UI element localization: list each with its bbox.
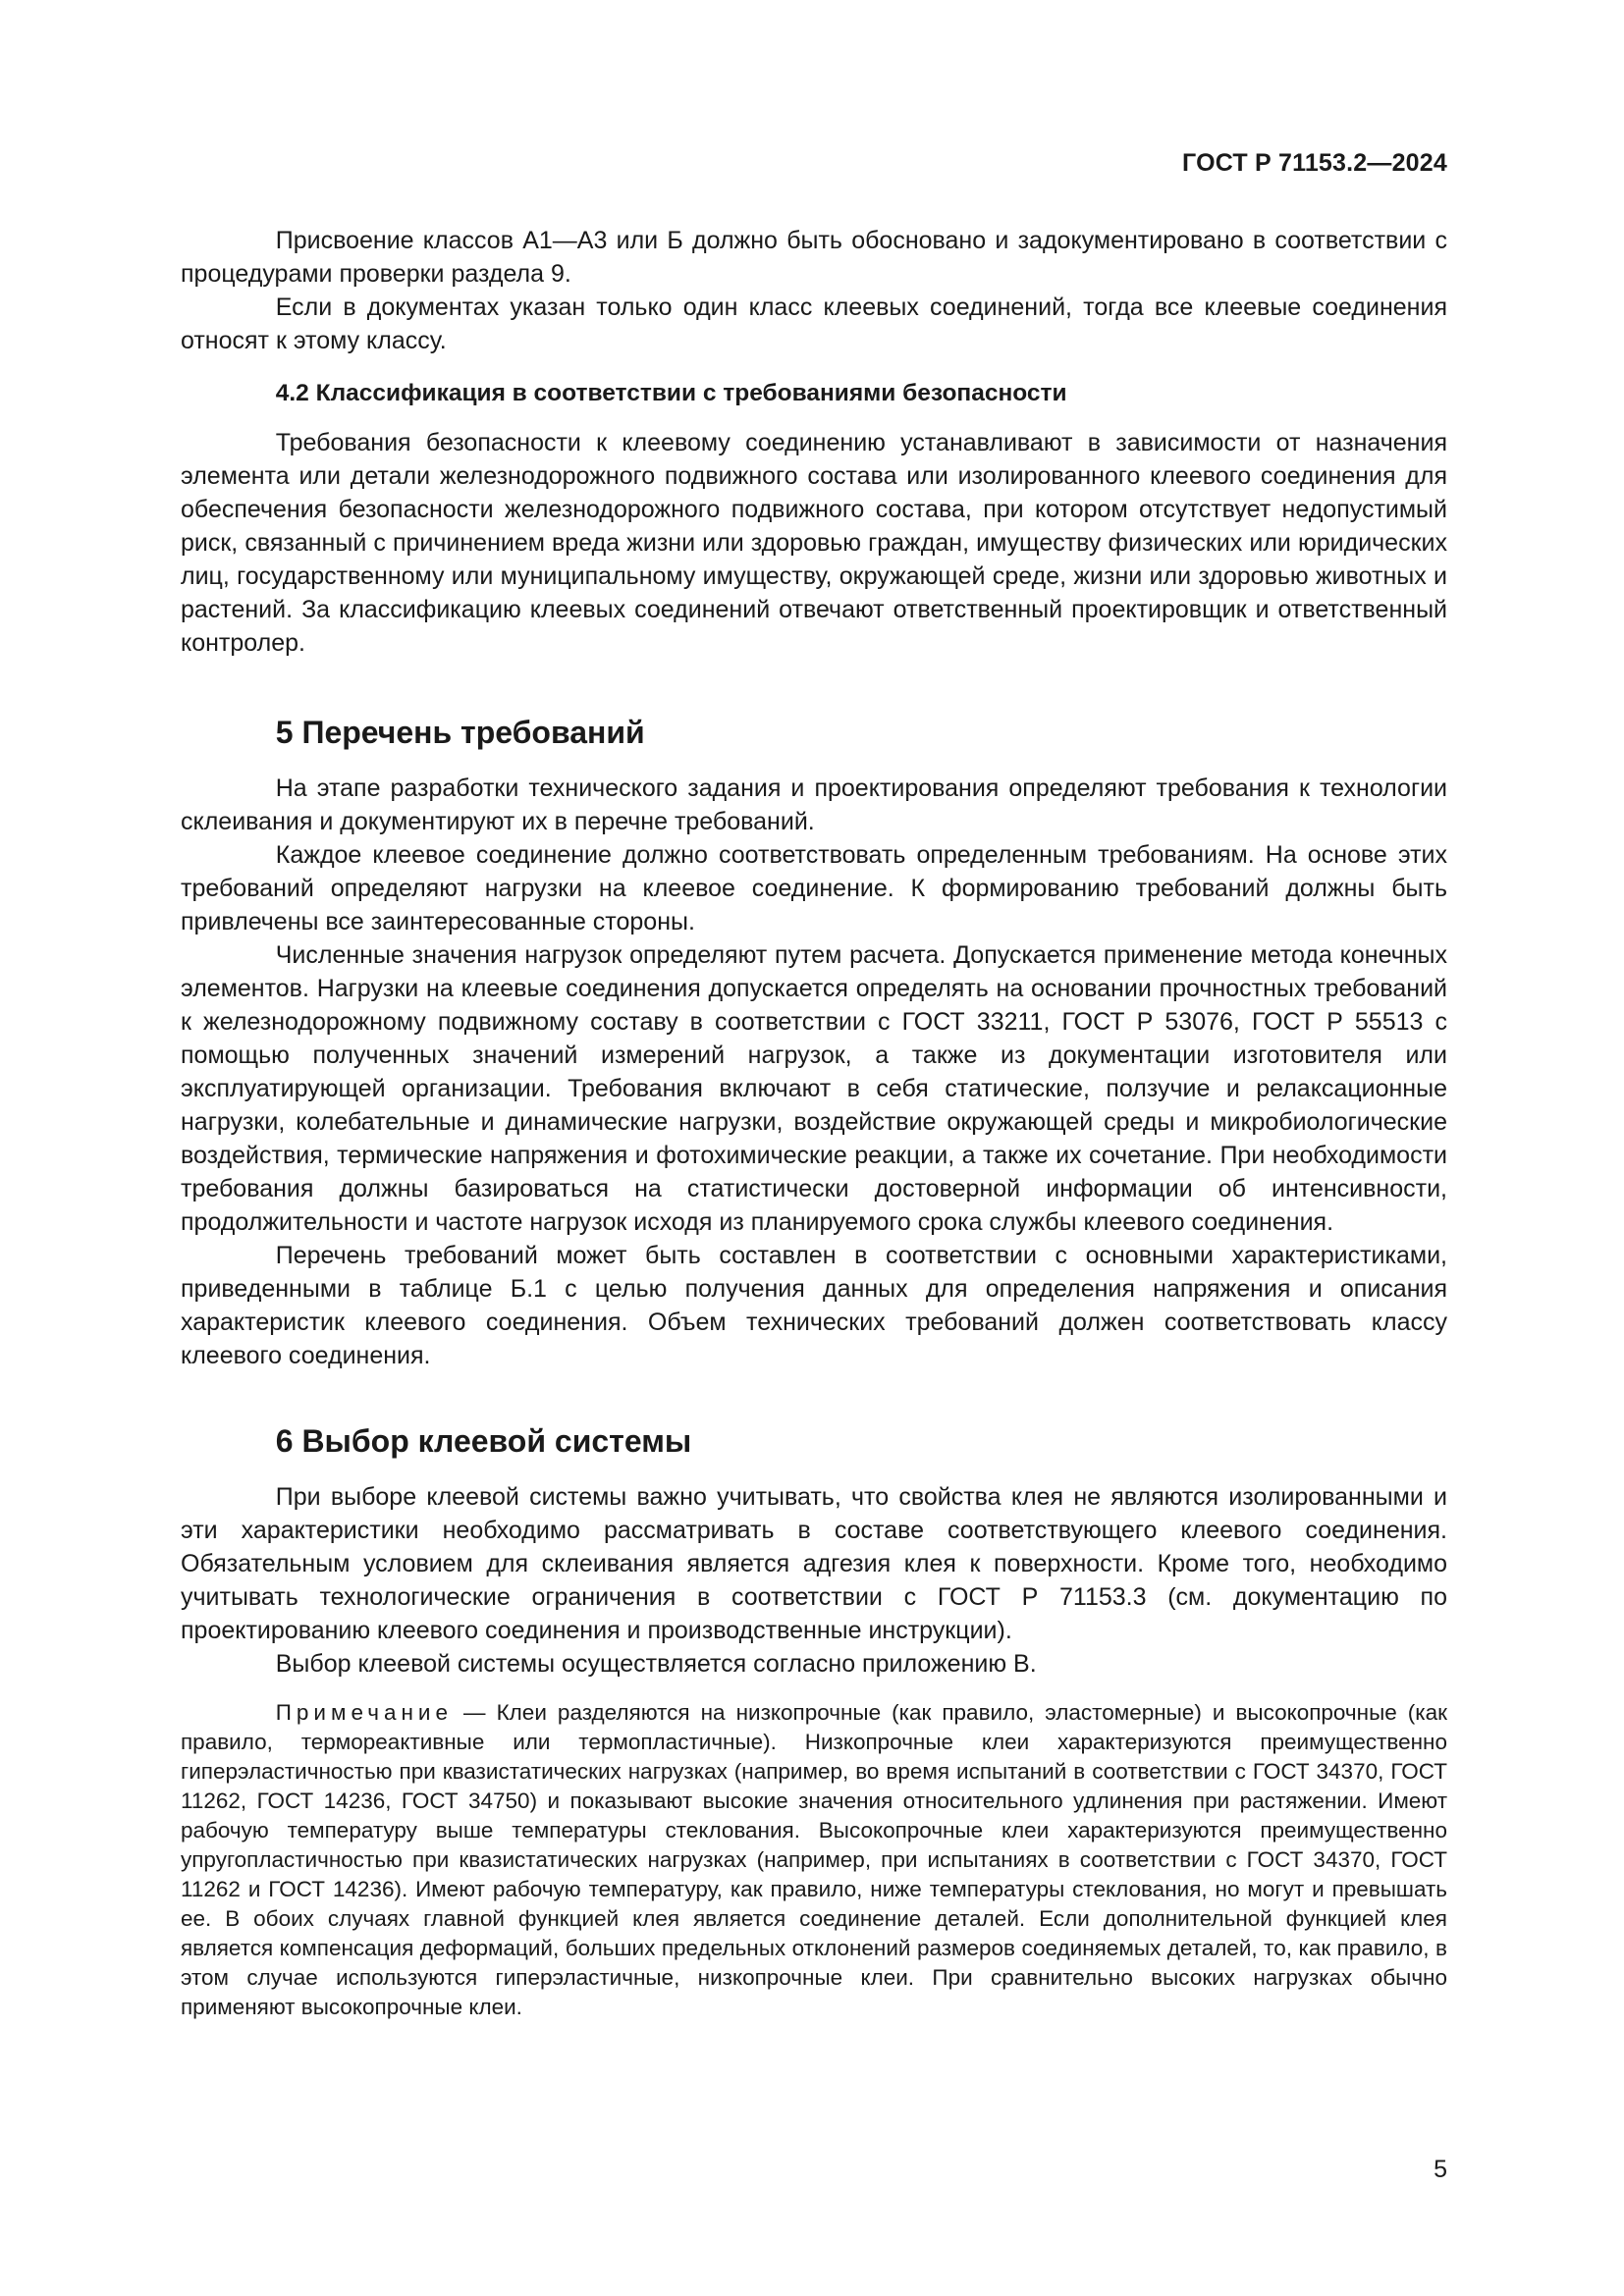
section-heading: 5 Перечень требований — [275, 715, 645, 750]
subsection-heading: 4.2 Классификация в соответствии с требованиями безопасности — [275, 380, 1067, 406]
page-number: 5 — [1434, 2156, 1447, 2183]
section-heading: 6 Выбор клеевой системы — [275, 1423, 692, 1459]
paragraph: Каждое клеевое соединение должно соответствовать определенным требованиям. На основе этих требований определяют нагрузки на клеевое соединение. К формированию требований должны быть привлечены все заинтересованные стороны. — [181, 841, 1447, 935]
paragraph: Присвоение классов А1—А3 или Б должно быть обосновано и задокументировано в соответствии с процедурами проверки раздела 9. — [181, 227, 1447, 288]
page-content — [181, 224, 1447, 2022]
paragraph: Если в документах указан только один класс клеевых соединений, тогда все клеевые соединения относят к этому классу. — [181, 294, 1447, 354]
note — [181, 1698, 1447, 2022]
document-code: ГОСТ Р 71153.2—2024 — [1182, 149, 1447, 177]
paragraph: При выборе клеевой системы важно учитывать, что свойства клея не являются изолированными и эти характеристики необходимо рассматривать в составе соответствующего клеевого соединения. Обязательным условием для склеивания является адгезия клея к поверхности. Кроме того, необходимо учитывать технологические ограничения в соответствии с ГОСТ Р 71153.3 (см. документацию по проектированию клеевого соединения и производственные инструкции). — [181, 1483, 1447, 1644]
paragraph: Выбор клеевой системы осуществляется согласно приложению В. — [275, 1650, 1037, 1678]
note-text: — Клеи разделяются на низкопрочные (как правило, эластомерные) и высокопрочные (как правило, термореактивные или термопластичные). Низкопрочные клеи характеризуются преимущественно гиперэластичностью при квазистатических нагрузках (например, во время испытаний в соответствии с ГОСТ 34370, ГОСТ 11262, ГОСТ 14236, ГОСТ 34750) и показывают высокие значения относительного удлинения при растяжении. Имеют рабочую температуру выше температуры стеклования. Высокопрочные клеи характеризуются преимущественно упругопластичностью при квазистатических нагрузках (например, при испытаниях в соответствии с ГОСТ 34370, ГОСТ 11262 и ГОСТ 14236). Имеют рабочую температуру, как правило, ниже температуры стеклования, но могут и превышать ее. В обоих случаях главной функцией клея является соединение деталей. Если дополнительной функцией клея является компенсация деформаций, больших предельных отклонений размеров соединяемых деталей, то, как правило, в этом случае используются гиперэластичные, низкопрочные клеи. При сравнительно высоких нагрузках обычно применяют высокопрочные клеи. — [181, 1700, 1447, 2019]
paragraph: Численные значения нагрузок определяют путем расчета. Допускается применение метода конечных элементов. Нагрузки на клеевые соединения допускается определять на основании прочностных требований к железнодорожному подвижному составу в соответствии с ГОСТ 33211, ГОСТ Р 53076, ГОСТ Р 55513 с помощью полученных значений измерений нагрузок, а также из документации изготовителя или эксплуатирующей организации. Требования включают в себя статические, ползучие и релаксационные нагрузки, колебательные и динамические нагрузки, воздействие окружающей среды и микробиологические воздействия, термические напряжения и фотохимические реакции, а также их сочетание. При необходимости требования должны базироваться на статистически достоверной информации об интенсивности, продолжительности и частоте нагрузок исходя из планируемого срока службы клеевого соединения. — [181, 941, 1447, 1236]
paragraph: Требования безопасности к клеевому соединению устанавливают в зависимости от назначения элемента или детали железнодорожного подвижного состава или изолированного клеевого соединения для обеспечения безопасности железнодорожного подвижного состава, при котором отсутствует недопустимый риск, связанный с причинением вреда жизни или здоровью граждан, имуществу физических или юридических лиц, государственному или муниципальному имуществу, окружающей среде, жизни или здоровью животных и растений. За классификацию клеевых соединений отвечают ответственный проектировщик и ответственный контролер. — [181, 429, 1447, 657]
note-label: Примечание — [275, 1700, 453, 1725]
paragraph: Перечень требований может быть составлен в соответствии с основными характеристиками, приведенными в таблице Б.1 с целью получения данных для определения напряжения и описания характеристик клеевого соединения. Объем технических требований должен соответствовать классу клеевого соединения. — [181, 1242, 1447, 1369]
paragraph: На этапе разработки технического задания и проектирования определяют требования к технологии склеивания и документируют их в перечне требований. — [181, 774, 1447, 835]
